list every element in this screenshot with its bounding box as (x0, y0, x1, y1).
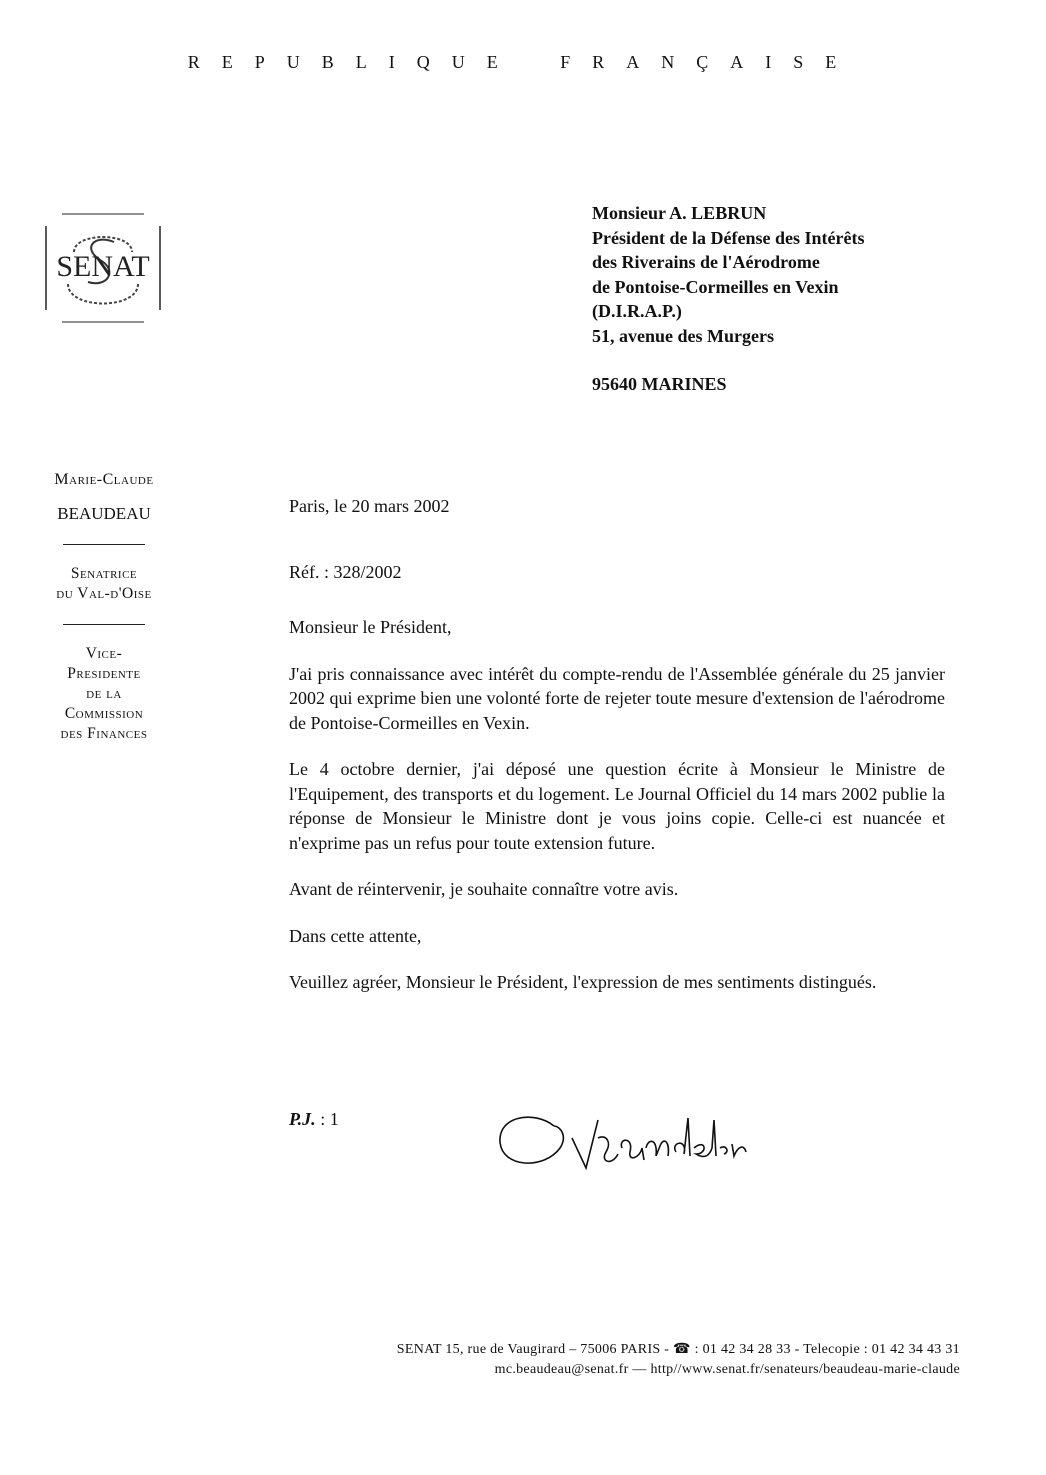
footer-contact: mc.beaudeau@senat.fr — http//www.senat.fr/senateurs/beaudeau-marie-claude (494, 1362, 960, 1377)
handwritten-signature (494, 1108, 824, 1178)
sender-role-line2: du Val-d'Oise (56, 585, 152, 602)
address-line: des Riverains de l'Aérodrome (592, 252, 820, 272)
sidebar-divider (63, 624, 145, 625)
address-line: Monsieur A. LEBRUN (592, 203, 767, 223)
senat-logo-icon (44, 212, 162, 324)
svg-text:SENAT: SENAT (56, 250, 150, 283)
sender-sidebar (24, 470, 184, 744)
letter-salutation: Monsieur le Président, (289, 617, 452, 637)
letter-paragraph: Dans cette attente, (289, 925, 422, 946)
address-line: 51, avenue des Murgers (592, 325, 774, 346)
letter-date: Paris, le 20 mars 2002 (289, 496, 450, 516)
address-line: de Pontoise-Cormeilles en Vexin (592, 276, 839, 297)
recipient-address (592, 201, 864, 397)
attachment-count: : 1 (315, 1109, 339, 1129)
sidebar-divider (63, 544, 145, 545)
sender-first-name: Marie-Claude (54, 471, 154, 488)
header-word-republique: REPUBLIQUE (187, 52, 520, 72)
page-footer (280, 1340, 960, 1380)
attachment-label: P.J. (289, 1109, 316, 1129)
senat-logo (44, 212, 162, 324)
address-line: (D.I.R.A.P.) (592, 301, 682, 321)
letter-reference: Réf. : 328/2002 (289, 561, 402, 582)
sender-vp-line2: Presidente (67, 665, 141, 682)
sender-vp-line5: des Finances (60, 725, 148, 742)
letter-closing: Veuillez agréer, Monsieur le Président, l'expression de mes sentiments distingués. (289, 972, 877, 992)
letter-body (289, 494, 945, 1017)
address-city: 95640 MARINES (592, 374, 727, 394)
address-line: Président de la Défense des Intérêts (592, 227, 865, 248)
footer-address: SENAT 15, rue de Vaugirard – 75006 PARIS - ☎ : 01 42 34 28 33 - Telecopie : 01 42 34 43 31 (396, 1342, 960, 1357)
letter-paragraph: J'ai pris connaissance avec intérêt du compte-rendu de l'Assemblée générale du 25 janvier 2002 qui exprime bien une volonté forte de rejeter toute mesure d'extension de l'aérodrome de Pontoise-Cormeilles en Vexin. (289, 663, 945, 733)
sender-vp-line4: Commission (64, 705, 144, 722)
sender-last-name: BEAUDEAU (57, 504, 151, 523)
header-word-francaise: FRANÇAISE (560, 52, 859, 72)
attachment-note (289, 1109, 339, 1130)
sender-role-line1: Senatrice (70, 565, 138, 582)
signature-icon (494, 1108, 824, 1178)
letterhead-title (0, 52, 1046, 73)
letter-paragraph: Avant de réintervenir, je souhaite connaître votre avis. (289, 879, 679, 899)
sender-vp-line3: de la (86, 685, 122, 702)
letter-paragraph: Le 4 octobre dernier, j'ai déposé une question écrite à Monsieur le Ministre de l'Equipement, des transports et du logement. Le Journal Officiel du 14 mars 2002 publie la réponse de Monsieur le Ministre dont je vous joins copie. Celle-ci est nuancée et n'exprime pas un refus pour toute extension future. (289, 759, 945, 853)
sender-vp-line1: Vice- (85, 645, 123, 662)
